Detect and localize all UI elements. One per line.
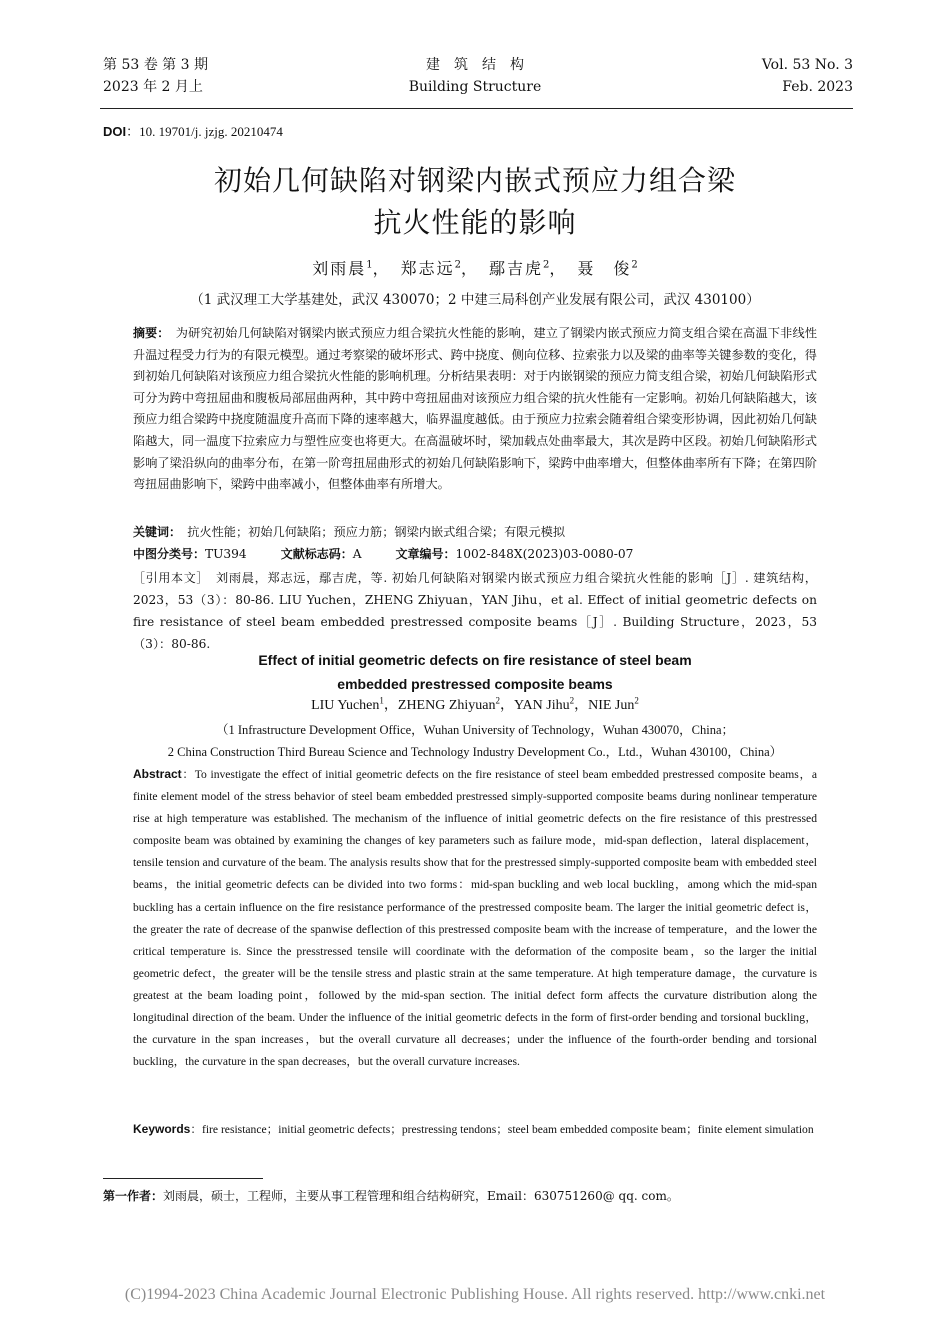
abstract-en-label: Abstract <box>133 767 182 781</box>
footnote-divider <box>103 1178 263 1179</box>
doi-label: DOI <box>103 124 127 139</box>
volume-issue-en: Vol. 53 No. 3 <box>761 57 853 73</box>
author-sup: 2 <box>631 259 638 271</box>
article-no-label: 文章编号： <box>395 547 456 561</box>
author-sup: 2 <box>543 259 550 271</box>
abstract-cn-text: 为研究初始几何缺陷对钢梁内嵌式预应力组合梁抗火性能的影响，建立了钢梁内嵌式预应力简支组合梁在高温下非线性升温过程受力行为的有限元模型。通过考察梁的破坏形式、跨中挠度、侧向位移、拉索张力以及梁的曲率等关键参数的变化，得到初始几何缺陷对该预应力组合梁抗火性能的影响机理。分析结果表明：对于内嵌钢梁的预应力简支组合梁，初始几何缺陷形式可分为跨中弯扭屈曲和腹板局部屈曲两种，其中跨中弯扭屈曲对该预应力组合梁的抗火性能有一定影响。初始几何缺陷越大，该预应力组合梁跨中挠度随温度升高而下降的速率越大，临界温度越低。由于预应力拉索会随着组合梁变形协调，因此初始几何缺陷越大，同一温度下拉索应力与塑性应变也将更大。在高温破坏时，梁加载点处曲率最大，其次是跨中区段。初始几何缺陷形式影响了梁沿纵向的曲率分布，在第一阶弯扭屈曲形式的初始几何缺陷影响下，梁跨中曲率增大，但整体曲率所有下降；在第四阶弯扭屈曲影响下，梁跨中曲率减小，但整体曲率有所增大。 <box>133 326 818 492</box>
abstract-en-text: ：To investigate the effect of initial geometric defects on the fire resistance of steel beam embedded prestressed composite beams，a finite element model of the stress behavior of steel beam embedded prestressed simply-supported composite beams during nonlinear temperature rise at high temperature was established. The mechanism of the influence of initial geometric defects on the fire resistance of this prestressed composite beam was obtained by examining the changes of key parameters such as failure mode，mid-span deflection，lateral displacement，tensile tension and curvature of the beam. The analysis results show that for the prestressed simply-supported composite beam with embedded steel beams，the initial geometric defects can be divided into two forms：mid-span buckling and web local buckling，among which the mid-span buckling has a certain influence on the fire resistance performance of the prestressed composite beam. The larger the initial geometric defect is，the greater the rate of decrease of the spanwise deflection of this prestressed composite beam with the increase of temperature，and the lower the critical temperature is. Since the presstressed tensile will coordinate with the deformation of the composite beam，so the larger the initial geometric defect，the greater will be the tensile stress and plastic strain at the same temperature. At high temperature damage，the curvature is greatest at the beam loading point，followed by the mid-span section. The initial defect form affects the curvature distribution along the longitudinal direction of the beam. Under the influence of the initial geometric defects in the form of first-order bending and torsional buckling，the curvature in the span increases，but the overall curvature all decreases；under the influence of the fourth-order bending and torsional buckling，the curvature in the span decreases，but the overall curvature increases. <box>133 768 817 1069</box>
affiliation-cn: （1 武汉理工大学基建处，武汉 430070；2 中建三局科创产业发展有限公司，武汉 430100） <box>190 292 760 308</box>
author-sup: 2 <box>569 695 575 706</box>
title-cn <box>0 160 950 244</box>
author-cn: 聂 俊 <box>577 259 632 278</box>
doi-value: ：10. 19701/j. jzjg. 20210474 <box>126 124 283 139</box>
title-en-line1: Effect of initial geometric defects on fire resistance of steel beam <box>258 652 692 668</box>
citation-text: 刘雨晨，郑志远，鄢吉虎，等. 初始几何缺陷对钢梁内嵌式预应力组合梁抗火性能的影响［J］. 建筑结构，2023，53（3）：80-86. LIU Yuchen，ZHENG Zhiyuan，YAN Jihu，et al. Effect of initial geometric defects on fire resistance of steel beam embedded prestressed composite beams［J］. Building Structure，2023，53（3）：80-86. <box>133 571 817 651</box>
copyright-notice: (C)1994-2023 China Academic Journal Electronic Publishing House. All rights reserved. http://www.cnki.net <box>124 1286 826 1303</box>
header-divider <box>100 108 853 109</box>
journal-name-cn: 建 筑 结 构 <box>426 57 524 73</box>
author-sup: 2 <box>495 695 500 706</box>
author-sup: 1 <box>366 259 373 271</box>
author-en: ZHENG Zhiyuan <box>397 698 496 713</box>
date-cn: 2023 年 2 月上 <box>103 79 203 95</box>
author-en: YAN Jihu <box>513 698 570 713</box>
author-cn: 鄢吉虎 <box>489 259 544 278</box>
authors-cn: 刘雨晨$^1$， 郑志远$^2$， 鄢吉虎$^2$， 聂 俊$^2$ <box>312 259 638 278</box>
affiliation-en-1: （1 Infrastructure Development Office，Wuhan University of Technology，Wuhan 430070，China； <box>215 723 735 737</box>
abstract-en <box>133 763 817 1073</box>
author-cn: 刘雨晨 <box>312 259 367 278</box>
keywords-en-label: Keywords <box>133 1122 191 1136</box>
author-cn: 郑志远 <box>400 259 455 278</box>
footnote-first-author <box>103 1186 679 1206</box>
doc-code-label: 文献标志码： <box>280 547 353 561</box>
keywords-cn <box>133 522 817 543</box>
date-en: Feb. 2023 <box>782 79 853 95</box>
clc-label: 中图分类号： <box>133 547 206 561</box>
title-en <box>0 648 950 696</box>
doc-code-value: A <box>352 547 362 561</box>
keywords-en <box>133 1118 817 1141</box>
abstract-cn <box>133 323 817 496</box>
volume-issue-cn: 第 53 卷 第 3 期 <box>103 57 208 73</box>
author-sup: 2 <box>454 259 461 271</box>
footnote-label: 第一作者： <box>103 1189 164 1203</box>
clc-value: TU394 <box>205 547 247 561</box>
citation <box>133 567 817 655</box>
journal-name-en: Building Structure <box>408 79 542 95</box>
title-cn-line1: 初始几何缺陷对钢梁内嵌式预应力组合梁 <box>213 164 736 197</box>
affiliation-en-2: 2 China Construction Third Bureau Science and Technology Industry Development Co.，Ltd.，Wuhan 430100，China） <box>167 745 783 759</box>
article-no-value: 1002-848X(2023)03-0080-07 <box>455 547 634 561</box>
author-en: LIU Yuchen <box>311 698 380 713</box>
footnote-text: 刘雨晨，硕士，工程师，主要从事工程管理和组合结构研究，Email：630751260@ qq. com。 <box>163 1189 679 1203</box>
keywords-cn-label: 关键词： <box>133 525 176 539</box>
citation-label: ［引用本文］ <box>133 571 204 585</box>
author-en: NIE Jun <box>588 698 635 713</box>
classification-line <box>133 544 817 565</box>
authors-en: LIU Yuchen$^1$，ZHENG Zhiyuan$^2$，YAN Jihu$^2$，NIE Jun$^2$ <box>311 695 639 713</box>
author-sup: 1 <box>379 695 384 706</box>
keywords-cn-text: 抗火性能；初始几何缺陷；预应力筋；钢梁内嵌式组合梁；有限元模拟 <box>187 525 566 539</box>
keywords-en-text: ：fire resistance；initial geometric defects；prestressing tendons；steel beam embedded composite beam；finite element simulation <box>190 1123 814 1136</box>
title-cn-line2: 抗火性能的影响 <box>373 206 577 239</box>
doi <box>103 121 283 140</box>
header-right <box>762 54 853 98</box>
author-sup: 2 <box>634 695 639 706</box>
title-en-line2: embedded prestressed composite beams <box>337 676 613 692</box>
abstract-cn-label: 摘要： <box>133 326 164 340</box>
